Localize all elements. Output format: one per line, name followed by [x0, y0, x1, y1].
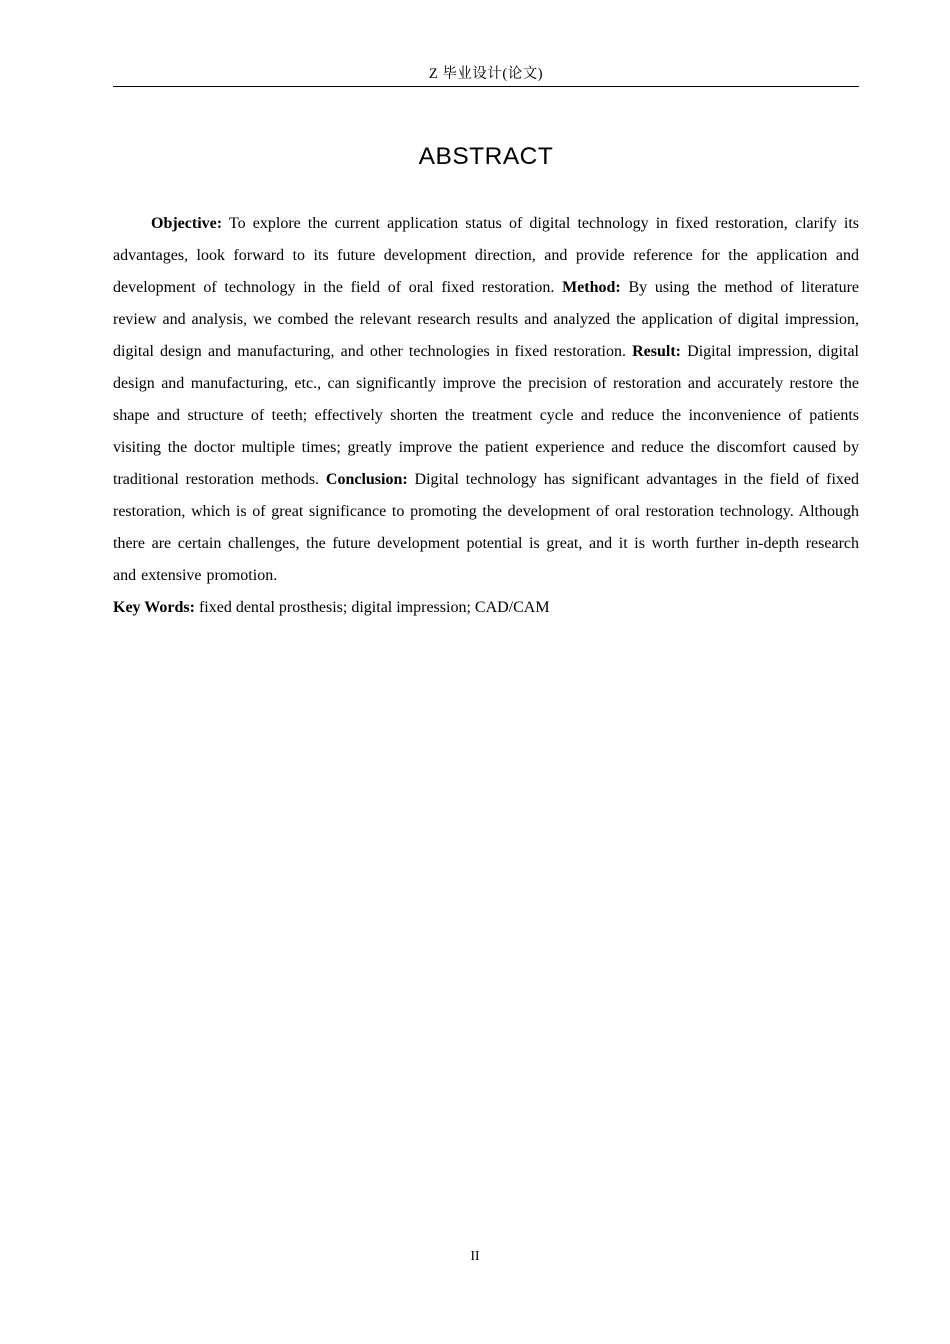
abstract-section: [113, 86, 859, 624]
objective-label: Objective:: [151, 215, 223, 232]
keywords-text: fixed dental prosthesis; digital impression; CAD/CAM: [194, 599, 550, 616]
page-footer: [0, 1248, 950, 1264]
abstract-title: ABSTRACT: [418, 143, 554, 170]
method-label: Method:: [562, 279, 621, 296]
header-title: Z 毕业设计(论文): [428, 66, 544, 82]
objective-text: To explore the current application status of digital technology in fixed restoration, clarify its advantages, look forward to its future development direction, and provide reference for the application and development of technology in the field of oral fixed restoration.: [113, 215, 859, 296]
page-number: II: [470, 1248, 480, 1263]
keywords-label: Key Words:: [113, 599, 195, 616]
result-text: Digital impression, digital design and manufacturing, etc., can significantly improve the precision of restoration and accurately restore the shape and structure of teeth; effectively shorten the treatment cycle and reduce the inconvenience of patients visiting the doctor multiple times; greatly improve the patient experience and reduce the discomfort caused by traditional restoration methods.: [113, 343, 859, 488]
abstract-paragraph: [113, 208, 859, 592]
keywords-line: [113, 592, 859, 624]
result-label: Result:: [632, 343, 682, 360]
conclusion-text: Digital technology has significant advantages in the field of fixed restoration, which is of great significance to promoting the development of oral restoration technology. Although there are certain challenges, the future development potential is great, and it is worth further in-depth research and extensive promotion.: [113, 471, 859, 584]
method-text: By using the method of literature review and analysis, we combed the relevant research results and analyzed the application of digital impression, digital design and manufacturing, and other technologies in fixed restoration.: [113, 279, 860, 360]
page-header: [113, 0, 859, 87]
conclusion-label: Conclusion:: [325, 471, 408, 488]
